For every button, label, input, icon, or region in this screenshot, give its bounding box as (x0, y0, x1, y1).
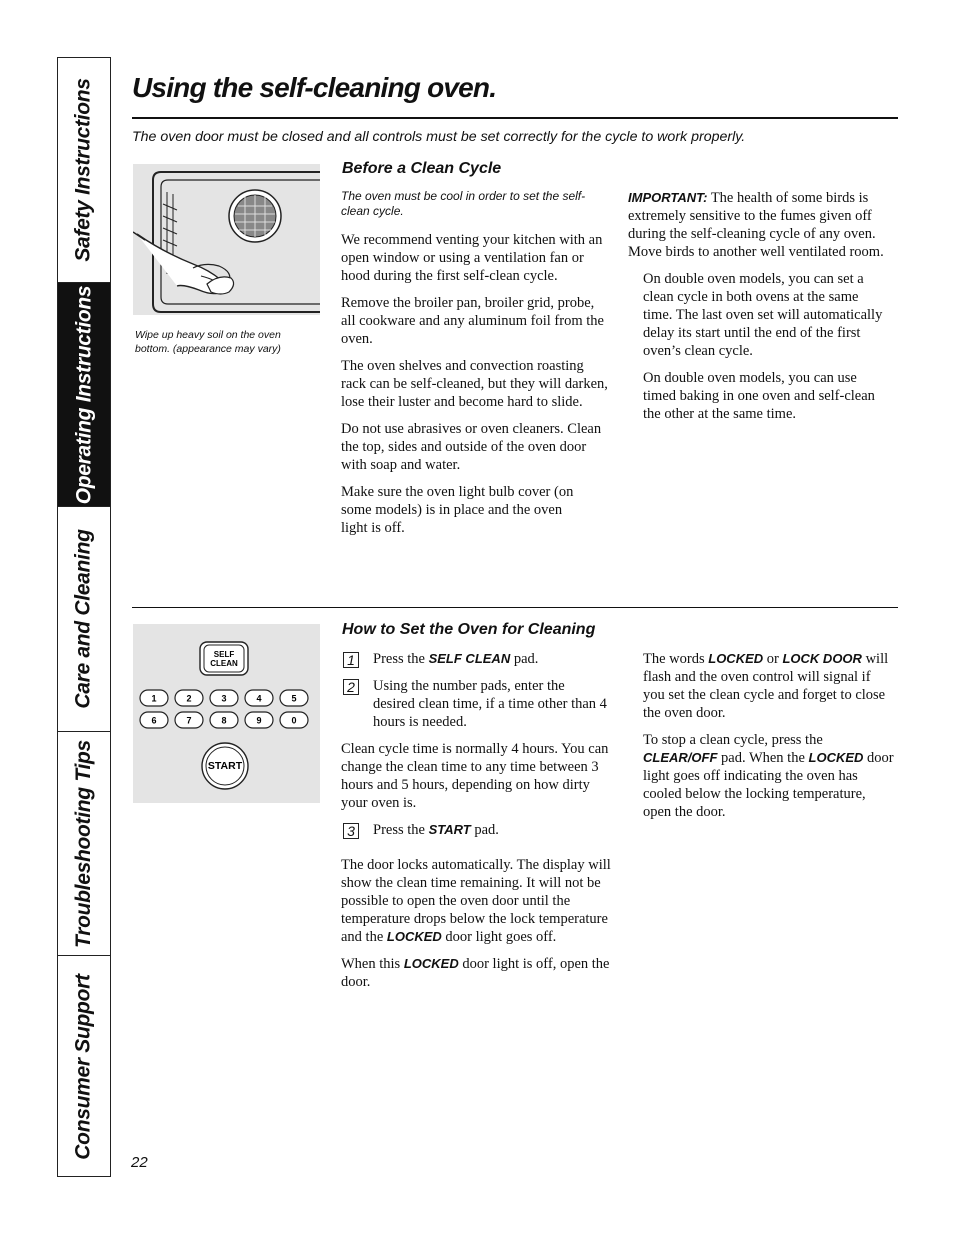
oven-interior-graphic (133, 164, 320, 315)
step-2: 2 Using the number pads, enter the desired clean time, if a time other than 4 hours is needed. (341, 677, 611, 731)
self-clean-pad-label: SELF CLEAN (428, 651, 511, 666)
paragraph: Do not use abrasives or oven cleaners. Clean the top, sides and outside of the oven door with soap and water. (341, 421, 602, 473)
step-3: 3 Press the START pad. (341, 821, 611, 839)
cool-note: The oven must be cool in order to set the self-clean cycle. (341, 189, 586, 218)
before-heading: Before a Clean Cycle (342, 160, 502, 177)
start-key-label: START (207, 760, 243, 772)
step-number: 2 (343, 679, 359, 695)
tab-safety-instructions[interactable]: Safety Instructions (58, 58, 110, 283)
digit-key-label: 6 (151, 715, 157, 726)
digit-key-label: 2 (186, 693, 192, 704)
paragraph: Make sure the oven light bulb cover (on some models) is in place and the oven light is off. (341, 484, 574, 536)
digit-key-label: 4 (256, 693, 262, 704)
oven-wipe-illustration (133, 164, 320, 315)
paragraph: The oven shelves and convection roasting rack can be self-cleaned, but they will darken, lose their luster and become hard to slide. (341, 358, 608, 410)
page-title: Using the self-cleaning oven. (132, 72, 497, 103)
keypad-graphic (133, 624, 320, 803)
figure-caption: Wipe up heavy soil on the oven bottom. (appearance may vary) (135, 329, 281, 355)
section-divider (132, 607, 898, 608)
digit-key-label: 8 (221, 715, 227, 726)
paragraph: Remove the broiler pan, broiler grid, probe, all cookware and any aluminum foil from the oven. (341, 295, 604, 347)
double-oven-paragraph: On double oven models, you can set a clean cycle in both ovens at the same time. The last oven set will automatically delay its start until the end of the first oven’s clean cycle. (643, 271, 883, 359)
before-column-right (628, 189, 888, 432)
digit-key-label: 3 (221, 693, 227, 704)
how-to-heading: How to Set the Oven for Cleaning (342, 621, 596, 638)
locked-words-paragraph: The words LOCKED or LOCK DOOR will flash and the oven control will signal if you set the clean cycle and forget to close the oven door. (643, 651, 889, 721)
double-oven-paragraph: On double oven models, you can use timed baking in one oven and self-clean the other at the same time. (643, 370, 875, 422)
tab-operating-instructions[interactable]: Operating Instructions (58, 283, 110, 507)
digit-key-label: 1 (151, 693, 157, 704)
tab-consumer-support[interactable]: Consumer Support (72, 974, 95, 1160)
digit-key-label: 0 (291, 715, 297, 726)
how-to-column-right (643, 650, 895, 830)
how-to-column-left (341, 650, 611, 1000)
paragraph: We recommend venting your kitchen with an open window or using a ventilation fan or hood during the first self-clean cycle. (341, 232, 603, 284)
open-door-paragraph: When this LOCKED door light is off, open the door. (341, 956, 610, 990)
tab-troubleshooting-tips[interactable]: Troubleshooting Tips (58, 732, 110, 956)
step-number: 1 (343, 652, 359, 668)
important-paragraph (628, 189, 888, 261)
clean-time-paragraph: Clean cycle time is normally 4 hours. You can change the clean time to any time between 3 hours and 5 hours, depending on how dirty your oven is. (341, 741, 609, 811)
title-rule (132, 117, 898, 119)
stop-cycle-paragraph: To stop a clean cycle, press the CLEAR/OFF pad. When the LOCKED door light goes off indicating the oven has cooled below the locking temperature, open the door. (643, 732, 894, 820)
door-locks-paragraph: The door locks automatically. The display will show the clean time remaining. It will not be possible to open the oven door until the temperature drops below the lock temperature and the LOCKED door light goes off. (341, 857, 611, 945)
start-pad-label: START (428, 822, 471, 837)
self-clean-key-line2: CLEAN (210, 659, 238, 668)
tab-care-and-cleaning[interactable]: Care and Cleaning (58, 507, 110, 732)
step-1: 1 Press the SELF CLEAN pad. (341, 650, 611, 668)
before-column-left (341, 189, 611, 546)
step-number: 3 (343, 823, 359, 839)
digit-key-label: 5 (291, 693, 297, 704)
important-label: IMPORTANT: (628, 190, 708, 205)
digit-key-label: 7 (186, 715, 192, 726)
control-pad-illustration (133, 624, 320, 803)
page-subtitle: The oven door must be closed and all controls must be set correctly for the cycle to work properly. (132, 129, 746, 145)
page-number: 22 (131, 1154, 148, 1171)
digit-key-label: 9 (256, 715, 262, 726)
self-clean-key-line1: SELF (213, 650, 235, 659)
side-tab-bar (57, 57, 111, 1177)
important-text: The health of some birds is extremely sensitive to the fumes given off during the self-cleaning cycle of any oven. Move birds to another well ventilated room. (628, 190, 884, 260)
